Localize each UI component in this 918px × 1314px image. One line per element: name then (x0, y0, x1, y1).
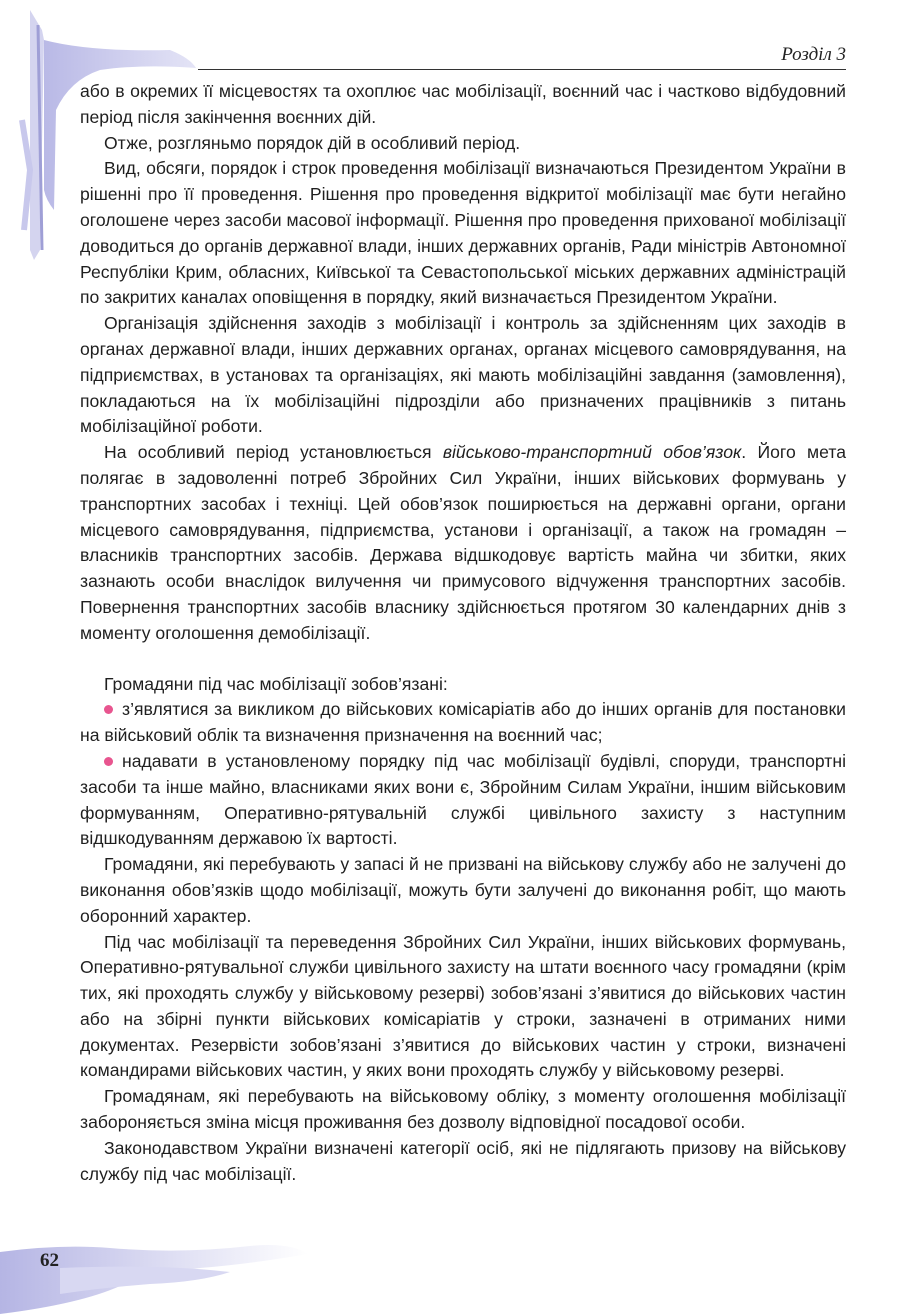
header-rule (198, 69, 846, 70)
paragraph: Законодавством України визначені категорії осіб, які не підлягають призову на військову службу під час мобілізації. (80, 1137, 846, 1184)
section-label: Розділ 3 (781, 44, 846, 65)
paragraph: або в окремих її місцевостях та охоплює час мобілізації, воєнний час і частково відбудовний період після закінчення воєнних дій. (80, 81, 846, 127)
paragraph: Громадянам, які перебувають на військовому обліку, з моменту оголошення мобілізації забороняється зміна місця проживання без дозволу відповідної посадової особи. (80, 1086, 846, 1133)
bullet-dot-icon (104, 705, 113, 714)
italic-term: військово-транспортний обов’язок (442, 442, 742, 463)
bullet-item (80, 697, 846, 749)
paragraph: Вид, обсяги, порядок і строк проведення мобілізації визначаються Президентом України в рішенні про її проведення. Рішення про проведення відкритої мобілізації має бути негайно оголошене через засоби масової інформації. Рішення про проведення прихованої мобілізації доводиться до органів державної влади, інших державних органів, Ради міністрів Автономної Республіки Крим, обласних, Київської та Севастопольської міських державних адміністрацій по закритих каналах оповіщення в порядку, який визначається Президентом України. (80, 158, 846, 308)
bullet-text: з’являтися за викликом до військових комісаріатів або до інших органів для постановки на військовий облік та визначення призначення на воєнний час; (80, 699, 846, 746)
page-number: 62 (40, 1250, 59, 1271)
text-run: . Його мета полягає в задоволенні потреб Збройних Сил України, інших військових формувань у транспортних засобах і техніці. Цей обов’язок поширюється на державні органи, органи місцевого самоврядування, підприємства, установи і організації, а також на громадян – власників транспортних засобів. Держава відшкодовує вартість майна чи збитки, яких зазнають особи внаслідок вилучення чи примусового відчуження транспортних засобів. Повернення транспортних засобів власнику здійснюється протягом 30 календарних днів з моменту оголошення демобілізації. (80, 442, 846, 643)
paragraph: Громадяни, які перебувають у запасі й не призвані на військову службу або не залучені до виконання обов’язків щодо мобілізації, можуть бути залучені до виконання робіт, що мають оборонний характер. (80, 854, 846, 926)
paragraph (80, 440, 846, 646)
bullet-text: надавати в установленому порядку під час мобілізації будівлі, споруди, транспортні засоби та інше майно, власниками яких вони є, Збройним Силам України, іншим військовим формуванням, Оперативно-рятувальній службі цивільного захисту з наступним відшкодуванням державою їх вартості. (80, 750, 846, 849)
paragraph: Отже, розгляньмо порядок дій в особливий період. (104, 132, 521, 153)
paragraph: Громадяни під час мобілізації зобов’язані: (104, 673, 448, 694)
bullet-item (80, 749, 846, 852)
text-run: На особливий період установлюється (104, 442, 443, 463)
body-text (80, 79, 846, 1187)
bullet-dot-icon (104, 757, 113, 766)
paragraph: Під час мобілізації та переведення Збройних Сил України, інших військових формувань, Оперативно-рятувальної служби цивільного захисту на штати воєнного часу громадяни (крім тих, які проходять службу у військовому резерві) зобов’язані з’явитися до військових частин або на збірні пункти військових комісаріатів у строки, зазначені в отриманих ними документах. Резервісти зобов’язані з’явитися до військових частин у строки, визначені командирами військових частин, у яких вони проходять службу у військовому резерві. (80, 931, 846, 1081)
paragraph: Організація здійснення заходів з мобілізації і контроль за здійсненням цих заходів в органах державної влади, інших державних органах, органах місцевого самоврядування, на підприємствах, в установах та організаціях, які мають мобілізаційні завдання (замовлення), покладаються на їх мобілізаційні підрозділи або призначених працівників з питань мобілізаційної роботи. (80, 313, 846, 437)
